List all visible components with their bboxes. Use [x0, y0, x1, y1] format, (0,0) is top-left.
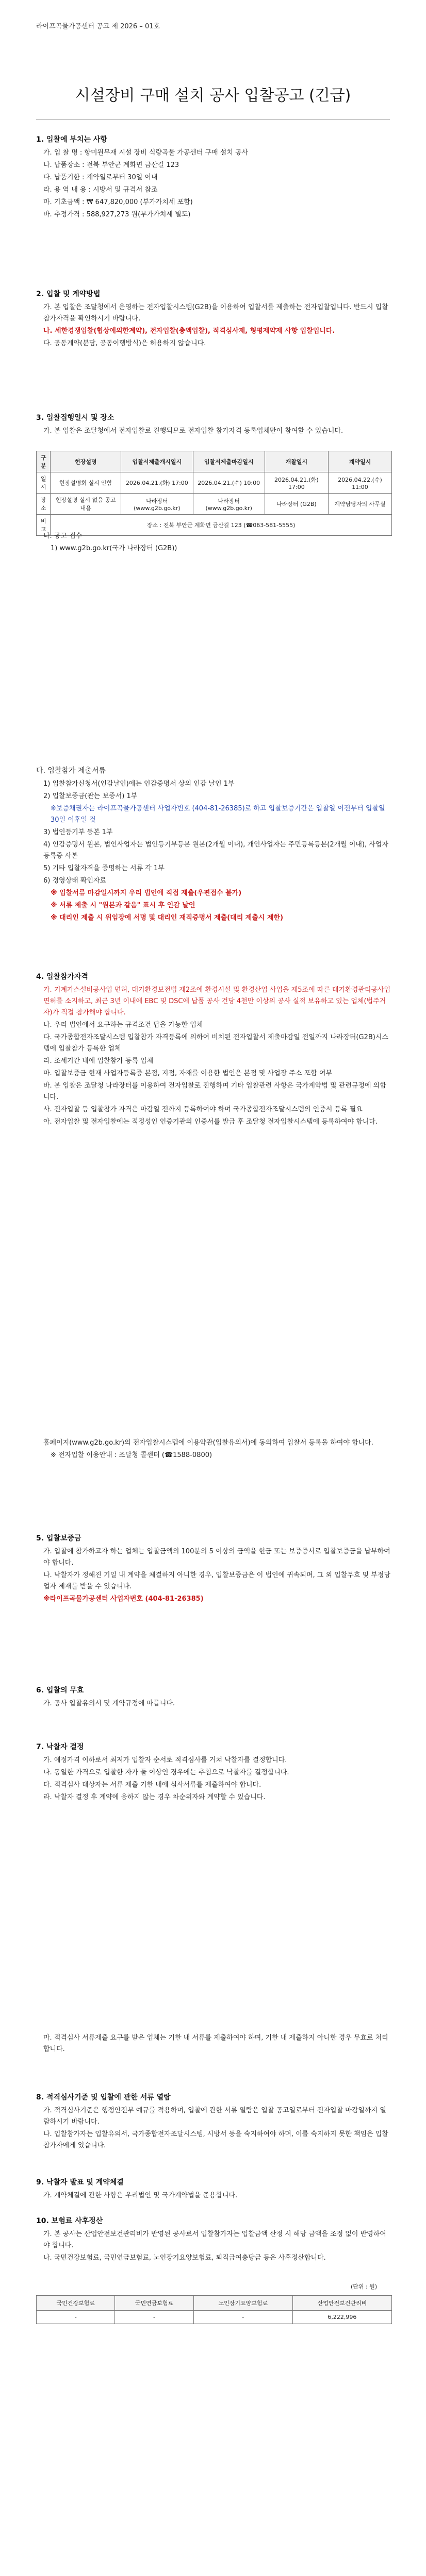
- line: 사. 전자입찰 등 입찰참가 자격은 마감일 전까지 등록하여야 하며 국가종합전자조달시스템의 인증서 등록 필요: [43, 1106, 363, 1113]
- section-qualifications: [36, 971, 392, 1129]
- line: 가. 본 공사는 산업안전보건관리비가 반영된 공사로서 입찰참가자는 입찰금액 산정 시 해당 금액을 조정 없이 반영하여야 합니다.: [43, 2230, 386, 2249]
- line-highlight: 가. 기계가스설비공사업 면허, 대기환경보전법 제2조에 환경시설 및 환경산업 사업을 제5조에 따른 대기환경관리공사업 면허를 소지하고, 최근 3년 이내에 EBC 및 DSC에 납품 공사 건당 4천만 이상의 공사 실적 보유하고 있는 업체(법주거자)가 직접 참가해야 합니다.: [43, 986, 391, 1016]
- table-cell: 현장설명회 실시 안함: [51, 472, 121, 494]
- line-highlight: ※라이프곡물가공센터 사업자번호 (404-81-26385): [43, 1595, 204, 1603]
- table-cell: 나라장터 (www.g2b.go.kr): [193, 494, 265, 515]
- table-cell: -: [115, 2311, 193, 2324]
- table-row: [37, 494, 392, 515]
- schedule-table: [36, 451, 392, 536]
- section-heading: 10. 보험료 사후정산: [36, 2217, 103, 2225]
- table-header: 입찰서제출마감일시: [193, 451, 265, 472]
- line: 다. 적격심사 대상자는 서류 제출 기한 내에 심사서류를 제출하여야 합니다.: [43, 1781, 261, 1789]
- table-header: 구분: [37, 451, 51, 472]
- table-cell: 2026.04.22.(수) 11:00: [328, 472, 391, 494]
- section-insurance: [36, 2215, 392, 2265]
- line: 바. 본 입찰은 조달청 나라장터를 이용하여 전자입찰로 진행하며 기타 입찰관련 사항은 국가계약법 및 관련규정에 의합니다.: [43, 1082, 386, 1101]
- page-title: 시설장비 구매 설치 공사 입찰공고 (긴급): [75, 87, 351, 105]
- table-cell: 일시: [37, 472, 51, 494]
- section-review-criteria: [36, 2092, 392, 2153]
- line: 나. 공고 접수: [43, 532, 83, 540]
- section-invalid-bids: [36, 1685, 392, 1710]
- line: 가. 계약체결에 관한 사항은 우리법인 및 국가계약법을 준용합니다.: [43, 2192, 238, 2199]
- table-row: [37, 472, 392, 494]
- table-row: [37, 2311, 392, 2324]
- section-heading: 4. 입찰참가자격: [36, 973, 89, 981]
- line: 가. 공사 입찰유의서 및 계약규정에 따릅니다.: [43, 1700, 175, 1707]
- table-cell: 6,222,996: [292, 2311, 391, 2324]
- line: 나. 국민건강보험료, 국민연금보험료, 노인장기요양보험료, 퇴직급여충당금 등은 사후정산합니다.: [43, 2254, 326, 2262]
- section-heading: 3. 입찰집행일시 및 장소: [36, 414, 114, 422]
- doc-number: 라이프곡물가공센터 공고 제 2026 – 01호: [36, 23, 160, 30]
- line: 4) 인감증명서 원본, 법인사업자는 법인등기부등본 원본(2개월 이내), 개인사업자는 주민등록등본(2개월 이내), 사업자등록증 사본: [43, 841, 389, 860]
- line: 5) 기타 입찰자격을 증명하는 서류 각 1부: [43, 865, 165, 872]
- section-documents: [36, 765, 392, 925]
- table-cell: 2026.04.21.(화) 17:00: [265, 472, 328, 494]
- table-cell: 현장설명 실시 없음 공고 내용: [51, 494, 121, 515]
- table-cell: 장소: [37, 494, 51, 515]
- section-contract-method: [36, 289, 392, 350]
- section-heading: 1. 입찰에 부치는 사항: [36, 135, 107, 144]
- table-cell: 장소 : 전북 부안군 계화면 금산길 123 (☎063-581-5555): [51, 515, 392, 536]
- line-highlight: ※ 서류 제출 시 "원본과 같음" 표시 후 인감 날인: [51, 902, 195, 909]
- line: 라. 조세기간 내에 입찰참가 등록 업체: [43, 1057, 154, 1065]
- insurance-cost-table: [36, 2295, 392, 2324]
- table-header: 입찰서제출개시일시: [121, 451, 193, 472]
- line: 3) 법인등기부 등본 1부: [43, 828, 113, 836]
- line: 나. 입찰참가자는 입찰유의서, 국가종합전자조달시스템, 시방서 등을 숙지하여야 하며, 이를 숙지하지 못한 책임은 입찰참가자에게 있습니다.: [43, 2130, 388, 2149]
- line: 바. 추정가격 : 588,927,273 원(부가가치세 별도): [43, 211, 191, 218]
- table-header: 노인장기요양보험료: [193, 2296, 292, 2311]
- line: 가. 입찰에 참가하고자 하는 업체는 입찰금액의 100분의 5 이상의 금액을 현금 또는 보증증서로 입찰보증금을 납부하여야 합니다.: [43, 1548, 390, 1567]
- section-award: [36, 1741, 392, 1804]
- section-heading: 2. 입찰 및 계약방법: [36, 290, 101, 298]
- line: 가. 본 입찰은 조달청에서 전자입찰로 진행되므로 전자입찰 참가자격 등록업체만이 참여할 수 있습니다.: [43, 427, 343, 435]
- table-cell: 2026.04.21.(수) 10:00: [193, 472, 265, 494]
- helpdesk-contact: ※ 전자입찰 이용안내 : 조달청 콜센터 (☎1588-0800): [51, 1451, 212, 1459]
- section-schedule: [36, 412, 392, 438]
- table-cell: -: [37, 2311, 115, 2324]
- line: 라. 낙찰자 결정 후 계약에 응하지 않는 경우 차순위자와 계약할 수 있습니다.: [43, 1793, 266, 1801]
- section-heading: 8. 적격심사기준 및 입찰에 관한 서류 열람: [36, 2093, 171, 2102]
- section-heading: 7. 낙찰자 결정: [36, 1743, 84, 1751]
- line: 나. 동일한 가격으로 입찰한 자가 둘 이상인 경우에는 추첨으로 낙찰자를 결정합니다.: [43, 1769, 289, 1776]
- line: 6) 경영상태 확인자료: [43, 877, 107, 885]
- line: 1) 입찰참가신청서(인감날인)에는 인감증명서 상의 인감 날인 1부: [43, 780, 235, 788]
- line: 가. 예정가격 이하로서 최저가 입찰자 순서로 적격심사를 거쳐 낙찰자를 결정합니다.: [43, 1756, 287, 1764]
- line: 마. 적격심사 서류제출 요구를 받은 업체는 기한 내 서류를 제출하여야 하며, 기한 내 제출하지 아니한 경우 무효로 처리합니다.: [43, 2034, 388, 2053]
- line-highlight: ※ 대리인 제출 시 위임장에 서명 및 대리인 재직증명서 제출(대리 제출시 제한): [51, 914, 284, 922]
- line: 나. 우리 법인에서 요구하는 규격조건 답을 가능한 업체: [43, 1021, 203, 1029]
- line: 마. 입찰보증금 현재 사업자등록증 본점, 지점, 자재를 이용한 법인은 본점 및 사업장 주소 포함 여부: [43, 1070, 333, 1077]
- line: 가. 본 입찰은 조달청에서 운영하는 전자입찰시스템(G2B)을 이용하여 입찰서를 제출하는 전자입찰입니다. 반드시 입찰참가자격을 확인하시기 바랍니다.: [43, 303, 388, 323]
- section-heading: 9. 낙찰자 발표 및 계약체결: [36, 2178, 124, 2187]
- table-cell: 2026.04.21.(화) 17:00: [121, 472, 193, 494]
- line: 다. 공동계약(분담, 공동이행방식)은 허용하지 않습니다.: [43, 340, 206, 347]
- section-heading: 다. 입찰참가 제출서류: [36, 767, 106, 775]
- section-deposit: [36, 1533, 392, 1606]
- section-qualifications-trail: [36, 1437, 392, 1462]
- line: 라. 용 역 내 용 : 시방서 및 규격서 참조: [43, 186, 158, 194]
- section-award-extra: [36, 2032, 392, 2056]
- table-cell: -: [193, 2311, 292, 2324]
- line: 아. 전자입찰 및 전자입찰에는 적정성인 인증기관의 인증서를 발급 후 조달청 전자입찰시스템에 등록하여야 합니다.: [43, 1118, 378, 1126]
- table-header: 계약일시: [328, 451, 391, 472]
- section-bid-items: [36, 134, 392, 222]
- line: 홈페이지(www.g2b.go.kr)의 전자입찰시스템에 이용약관(입찰유의서)에 동의하여 입찰서 등록을 하여야 합니다.: [43, 1439, 373, 1447]
- section-notice-posting: [36, 531, 392, 555]
- table-header: 개찰일시: [265, 451, 328, 472]
- section-heading: 5. 입찰보증금: [36, 1534, 81, 1543]
- table-header: 산업안전보건관리비: [292, 2296, 391, 2311]
- table-cell: 나라장터 (www.g2b.go.kr): [121, 494, 193, 515]
- line-highlight: 나. 세한경쟁입찰(협상에의한계약), 전자입찰(총액입찰), 적격심사제, 형평제약제 사항 입찰입니다.: [43, 327, 335, 335]
- section-contract: [36, 2177, 392, 2202]
- notice-link[interactable]: 1) www.g2b.go.kr(국가 나라장터 (G2B)): [51, 545, 177, 552]
- line: 가. 입 찰 명 : 항미원무재 시설 장비 식량곡물 가공센터 구매 설치 공사: [43, 149, 249, 157]
- line: ※보증채권자는 라이프곡물가공센터 사업자번호 (404-81-26385)로 하고 입찰보증기간은 입찰일 이전부터 입찰일 30일 이후일 것: [51, 805, 385, 824]
- unit-label: (단위 : 원): [351, 2283, 378, 2290]
- table-header: 현장설명: [51, 451, 121, 472]
- table-header: 국민건강보험료: [37, 2296, 115, 2311]
- line: 나. 납품장소 : 전북 부안군 계화면 금산길 123: [43, 161, 179, 169]
- line: 다. 납품기한 : 계약일로부터 30일 이내: [43, 174, 158, 181]
- table-header: 국민연금보험료: [115, 2296, 193, 2311]
- section-heading: 6. 입찰의 무효: [36, 1686, 84, 1694]
- line: 마. 기초금액 : ₩ 647,820,000 (부가가치세 포함): [43, 198, 193, 206]
- table-cell: 나라장터 (G2B): [265, 494, 328, 515]
- table-cell: 비고: [37, 515, 51, 536]
- line: 나. 낙찰자가 정해진 기일 내 계약을 체결하지 아니한 경우, 입찰보증금은 이 법인에 귀속되며, 그 외 입찰무효 및 부정당업자 제재를 받을 수 있습니다.: [43, 1571, 390, 1590]
- line: 가. 적격심사기준은 행정안전부 예규를 적용하며, 입찰에 관한 서류 열람은 입찰 공고일로부터 전자입찰 마감일까지 열람하시기 바랍니다.: [43, 2107, 386, 2126]
- line: 2) 입찰보증금(관는 보증서) 1부: [43, 792, 138, 800]
- table-cell: 계약담당자의 사무실: [328, 494, 391, 515]
- line-highlight: ※ 입찰서류 마감일시까지 우리 법인에 직접 제출(우편접수 불가): [51, 889, 242, 897]
- line: 다. 국가종합전자조달시스템 입찰참가 자격등록에 의하여 비치된 전자입찰서 제출마감일 전일까지 나라장터(G2B)시스템에 입찰참가 등록한 업체: [43, 1033, 388, 1053]
